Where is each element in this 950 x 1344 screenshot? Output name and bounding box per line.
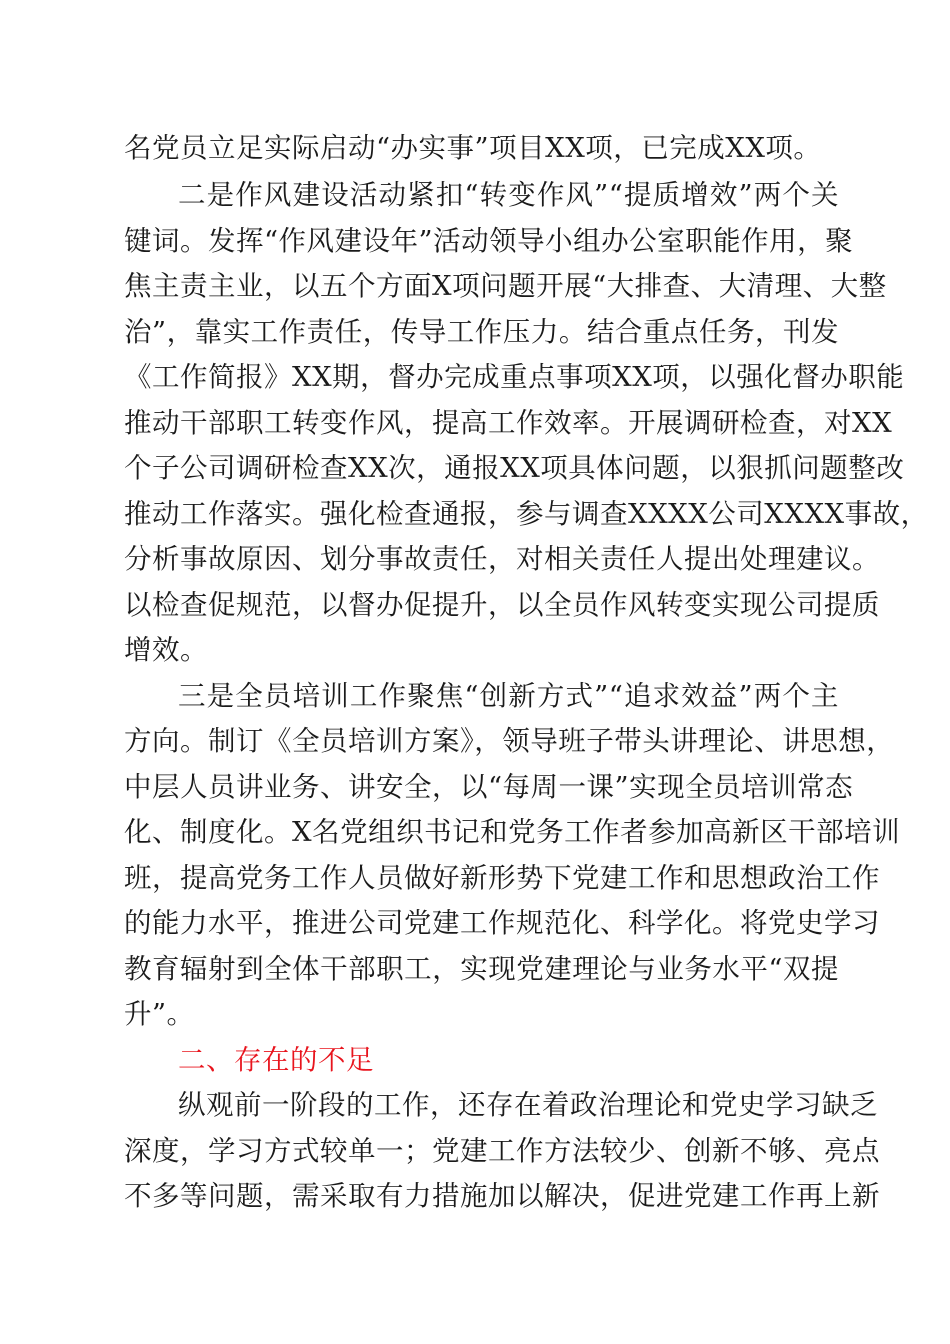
paragraph-line: 名党员立足实际启动“办实事”项目XX项，已完成XX项。 (124, 132, 822, 164)
paragraph-line: 三是全员培训工作聚焦“创新方式”“追求效益”两个主 (178, 680, 839, 712)
paragraph-line: 分析事故原因、划分事故责任，对相关责任人提出处理建议。 (124, 543, 880, 575)
paragraph-line: 以检查促规范，以督办促提升，以全员作风转变实现公司提质 (124, 589, 880, 621)
paragraph-line: 升”。 (124, 998, 195, 1030)
paragraph-line: 教育辐射到全体干部职工，实现党建理论与业务水平“双提 (124, 953, 839, 985)
paragraph-line: 化、制度化。X名党组织书记和党务工作者参加高新区干部培训 (124, 816, 901, 848)
paragraph-line: 方向。制订《全员培训方案》，领导班子带头讲理论、讲思想， (124, 725, 895, 757)
paragraph-line: 不多等问题，需采取有力措施加以解决，促进党建工作再上新 (124, 1180, 880, 1212)
paragraph-line: 推动工作落实。强化检查通报，参与调查XXXX公司XXXX事故， (124, 498, 929, 530)
section-heading: 二、存在的不足 (178, 1044, 374, 1076)
paragraph-line: 个子公司调研检查XX次，通报XX项具体问题，以狠抓问题整改 (124, 452, 905, 484)
paragraph-line: 班，提高党务工作人员做好新形势下党建工作和思想政治工作 (124, 862, 880, 894)
paragraph-line: 深度，学习方式较单一；党建工作方法较少、创新不够、亮点 (124, 1135, 880, 1167)
paragraph-line: 增效。 (124, 634, 208, 666)
paragraph-line: 二是作风建设活动紧扣“转变作风”“提质增效”两个关 (178, 179, 839, 211)
paragraph-line: 治”，靠实工作责任，传导工作压力。结合重点任务，刊发 (124, 316, 839, 348)
paragraph-line: 推动干部职工转变作风，提高工作效率。开展调研检查，对XX (124, 407, 893, 439)
paragraph-line: 的能力水平，推进公司党建工作规范化、科学化。将党史学习 (124, 907, 880, 939)
paragraph-line: 焦主责主业，以五个方面X项问题开展“大排查、大清理、大整 (124, 270, 887, 302)
paragraph-line: 键词。发挥“作风建设年”活动领导小组办公室职能作用，聚 (124, 225, 854, 257)
paragraph-line: 纵观前一阶段的工作，还存在着政治理论和党史学习缺乏 (178, 1089, 878, 1121)
paragraph-line: 《工作简报》XX期，督办完成重点事项XX项，以强化督办职能 (124, 361, 905, 393)
paragraph-line: 中层人员讲业务、讲安全，以“每周一课”实现全员培训常态 (124, 771, 854, 803)
